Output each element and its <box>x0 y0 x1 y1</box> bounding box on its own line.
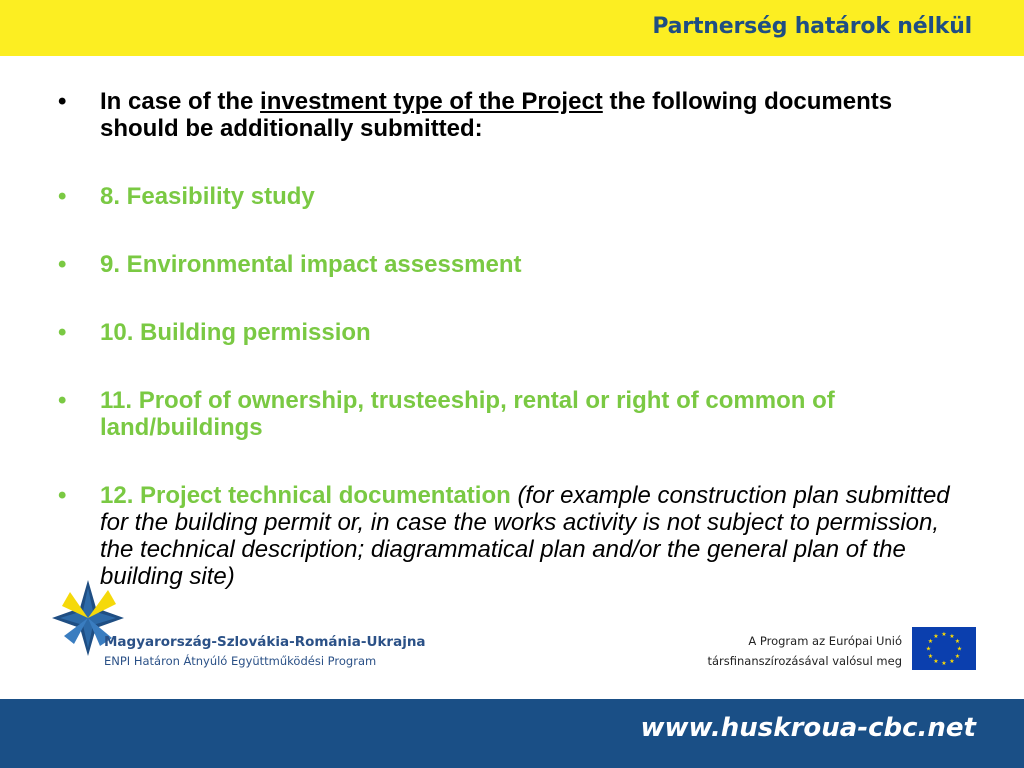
eu-line-1: A Program az Európai Unió <box>748 634 902 648</box>
intro-text-after: the following documents should be additionally submitted: <box>100 88 893 142</box>
svg-text:★: ★ <box>949 658 955 665</box>
svg-text:★: ★ <box>925 645 932 653</box>
program-subtitle: ENPI Határon Átnyúló Együttműködési Program <box>104 654 377 668</box>
svg-text:★: ★ <box>933 658 939 665</box>
bullet-item-11 <box>58 387 968 441</box>
svg-text:★: ★ <box>941 631 947 638</box>
svg-text:★: ★ <box>956 645 963 653</box>
svg-text:★: ★ <box>927 653 934 660</box>
bullet-item-9 <box>58 251 968 278</box>
bullet-dot: • <box>58 251 67 278</box>
eu-line-2: társfinanszírozásával valósul meg <box>707 654 902 668</box>
bullet-dot: • <box>58 482 67 509</box>
eu-cofinancing-text <box>708 631 903 671</box>
program-name: Magyarország-Szlovákia-Románia-Ukrajna <box>104 634 426 650</box>
bullet-dot: • <box>58 183 67 210</box>
svg-text:★: ★ <box>954 638 961 645</box>
svg-text:★: ★ <box>941 660 947 667</box>
bullet-intro <box>58 88 968 142</box>
bullet-item-8 <box>58 183 968 210</box>
eu-flag-icon <box>912 627 976 670</box>
header-bar <box>0 0 1024 56</box>
item-12-label: 12. Project technical documentation <box>100 482 511 509</box>
bullet-item-10 <box>58 319 968 346</box>
intro-text-underlined: investment type of the Project <box>260 88 603 115</box>
footer-url-link[interactable]: www.huskroua-cbc.net <box>640 713 976 743</box>
bullet-dot: • <box>58 319 67 346</box>
footer-bar <box>0 699 1024 768</box>
bullet-item-12 <box>58 482 968 590</box>
item-10-text: 10. Building permission <box>100 319 371 346</box>
item-8-text: 8. Feasibility study <box>100 183 315 210</box>
item-9-text: 9. Environmental impact assessment <box>100 251 522 278</box>
bullet-dot: • <box>58 88 67 115</box>
item-11-text: 11. Proof of ownership, trusteeship, rental or right of common of land/buildings <box>100 387 835 441</box>
header-title: Partnerség határok nélkül <box>652 14 972 39</box>
svg-text:★: ★ <box>927 638 934 645</box>
bullet-list <box>58 88 968 590</box>
svg-text:★: ★ <box>933 633 939 640</box>
bullet-dot: • <box>58 387 67 414</box>
item-12-note: (for example construction plan submitted for the building permit or, in case the works activity is not subject to permission, the technical description; diagrammatical plan and/or the general plan of the building site) <box>100 482 950 590</box>
svg-text:★: ★ <box>954 653 961 660</box>
intro-text-before: In case of the <box>100 88 261 115</box>
svg-text:★: ★ <box>949 633 955 640</box>
